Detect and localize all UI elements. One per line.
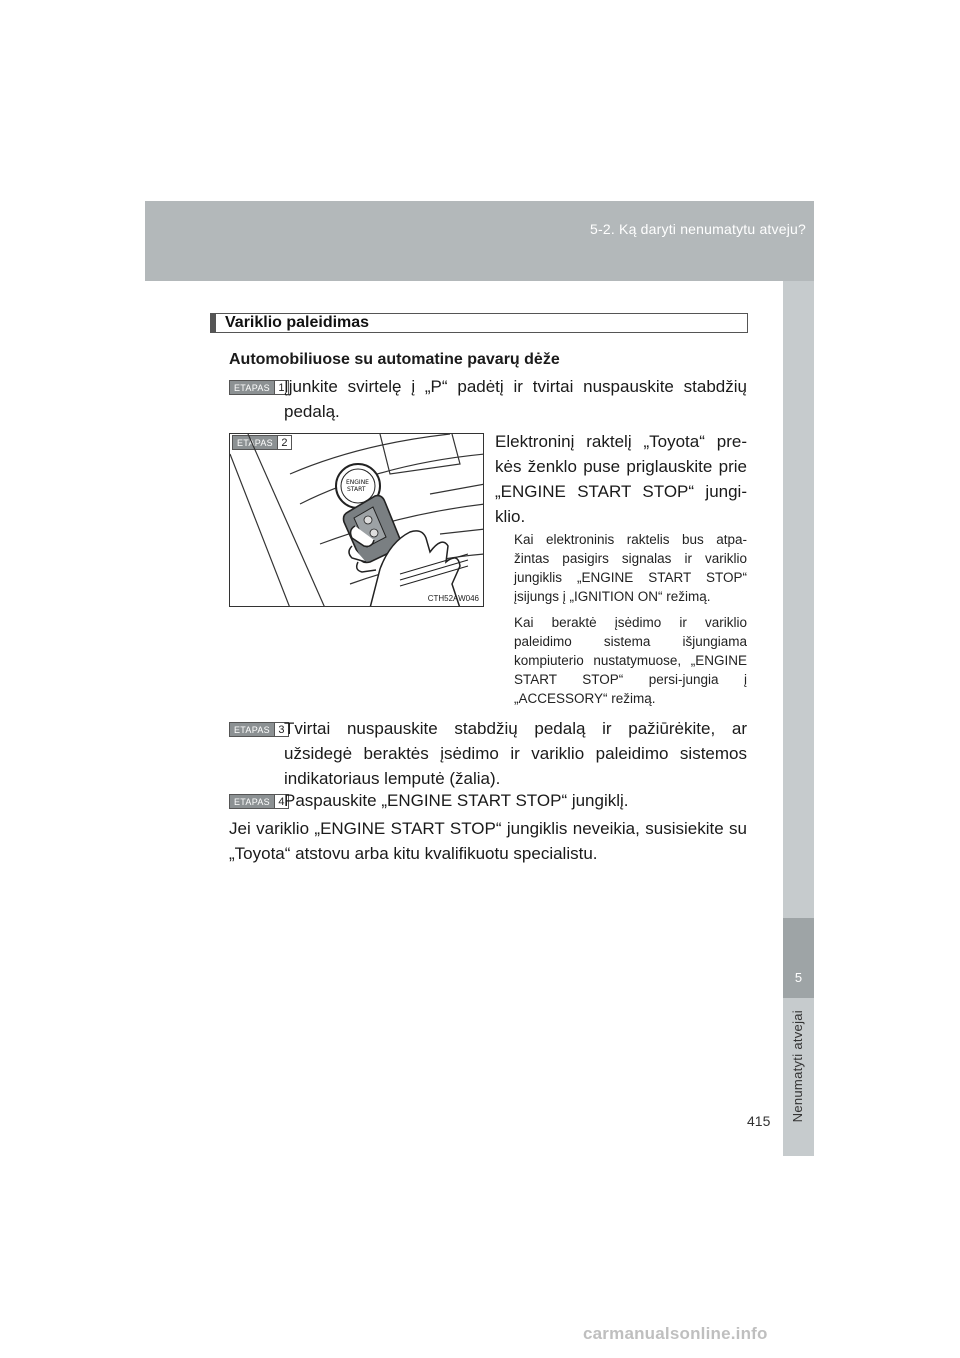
- watermark[interactable]: carmanualsonline.info: [583, 1324, 768, 1343]
- section-title: Variklio paleidimas: [225, 314, 370, 331]
- note-2: Kai beraktė įsėdimo ir variklio paleidimo sistema išjungiama kompiuterio nustatymuose, „ENGINE START STOP“ persi-jungia į „ACCESSORY“ režimą.: [514, 615, 747, 706]
- chapter-tab[interactable]: [783, 918, 814, 998]
- step-2-text: Elektroninį raktelį „Toyota“ pre-kės ženklo puse priglauskite prie „ENGINE START STOP“ jungi-klio.: [495, 432, 747, 526]
- button-text-engine: ENGINE: [346, 479, 369, 486]
- step-badge-4: [229, 794, 289, 809]
- step-badge-label: ETAPAS: [230, 723, 274, 736]
- subheading: Automobiliuose su automatine pavarų dėže: [229, 351, 560, 368]
- step-badge-3: [229, 722, 289, 737]
- step-4-text: Paspauskite „ENGINE START STOP“ jungiklį.: [284, 791, 629, 810]
- closing-text: Jei variklio „ENGINE START STOP“ jungiklis neveikia, susisiekite su „Toyota“ atstovu arba kitu kvalifikuotu specialistu.: [229, 819, 747, 863]
- note-1: Kai elektroninis raktelis bus atpa-žintas pasigirs signalas ir variklio jungiklis „ENGINE START STOP“ įsijungs į „IGNITION ON“ režimą.: [514, 532, 747, 604]
- page-number: 415: [747, 1113, 771, 1129]
- step-1-text: Įjunkite svirtelę į „P“ padėtį ir tvirtai nuspauskite stabdžių pedalą.: [284, 377, 747, 421]
- step-badge-label: ETAPAS: [230, 381, 274, 394]
- figure-illustration: [230, 434, 484, 607]
- step-badge-label: ETAPAS: [230, 795, 274, 808]
- section-title-box: [210, 313, 748, 333]
- step-badge-number: 1: [274, 381, 288, 394]
- step-3-text: Tvirtai nuspauskite stabdžių pedalą ir pažiūrėkite, ar užsidegė beraktės įsėdimo ir variklio paleidimo sistemos indikatoriaus lemputė (žalia).: [284, 719, 747, 788]
- chapter-number: 5: [794, 970, 803, 985]
- step-badge-number: 4: [274, 795, 288, 808]
- step-badge-number: 2: [277, 436, 291, 449]
- step-badge-number: 3: [274, 723, 288, 736]
- header-band: [145, 201, 814, 281]
- button-text-start: START: [347, 486, 366, 493]
- chapter-label: Nenumatyti atvejai: [790, 1010, 805, 1123]
- step-badge-1: [229, 380, 289, 395]
- figure-code: CTH52AW046: [427, 594, 479, 603]
- figure-key-start: [229, 433, 484, 607]
- header-section-title: 5-2. Ką daryti nenumatytu atveju?: [590, 221, 806, 237]
- step-badge-label: ETAPAS: [233, 436, 277, 449]
